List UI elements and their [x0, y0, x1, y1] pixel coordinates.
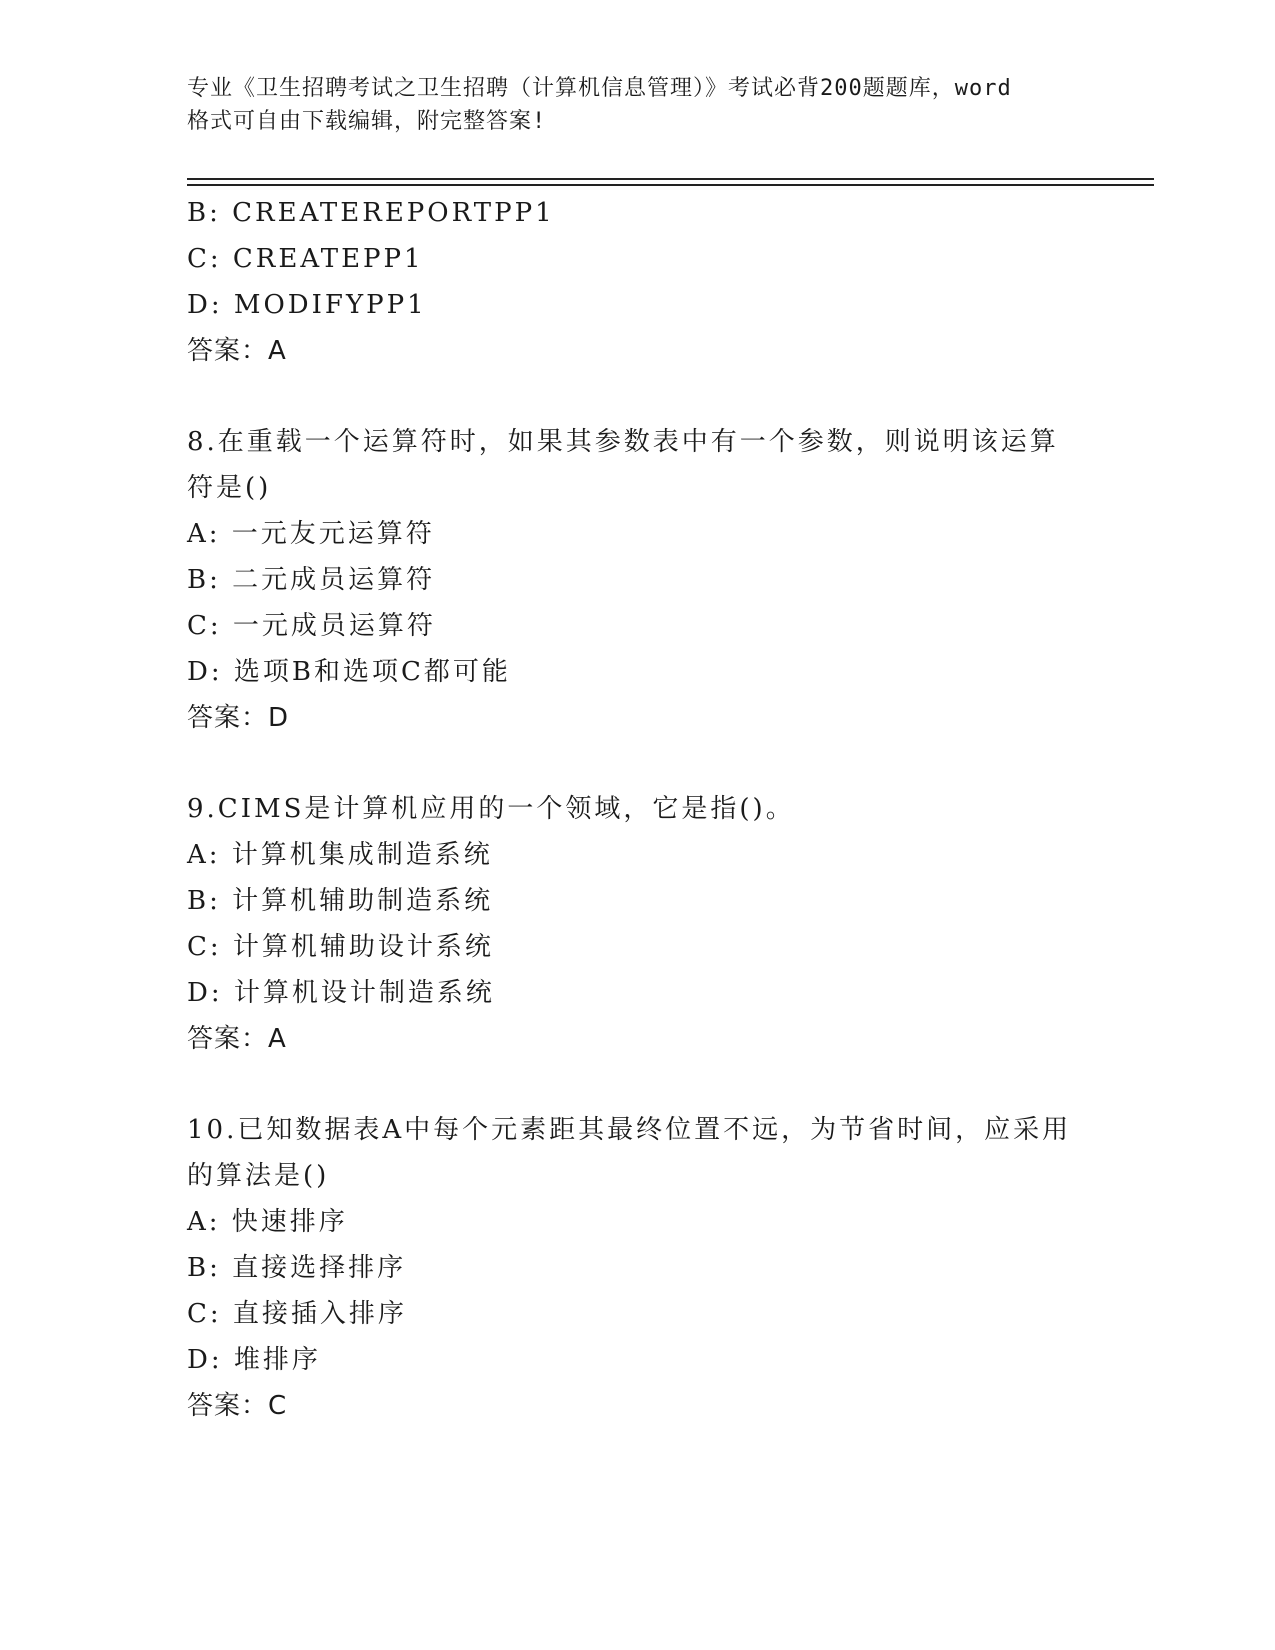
header-line-2: 格式可自由下载编辑，附完整答案!: [187, 109, 547, 134]
header-rule-bottom: [187, 184, 1154, 186]
question-stem-continued: 的算法是(): [187, 1161, 330, 1191]
spacer: [187, 1062, 1087, 1107]
answer-line: 答案：A: [187, 336, 287, 366]
spacer: [187, 741, 1087, 786]
question-stem: 8.在重载一个运算符时，如果其参数表中有一个参数，则说明该运算: [187, 427, 1059, 457]
option-a: A: 计算机集成制造系统: [187, 840, 493, 870]
option-b: B: 计算机辅助制造系统: [187, 886, 494, 916]
question-7-continued: [187, 190, 1087, 374]
option-d: D: 选项B和选项C都可能: [187, 657, 511, 687]
option-c: C: 一元成员运算符: [187, 611, 436, 641]
option-c: C: 计算机辅助设计系统: [187, 932, 494, 962]
option-a: A: 快速排序: [187, 1207, 348, 1237]
option-b: B: 直接选择排序: [187, 1253, 407, 1283]
header-line-1: 专业《卫生招聘考试之卫生招聘（计算机信息管理）》考试必背200题题库，word: [187, 76, 1012, 101]
option-d: D: MODIFYPP1: [187, 290, 427, 320]
option-d: D: 堆排序: [187, 1345, 321, 1375]
answer-line: 答案：A: [187, 1024, 287, 1054]
option-a: A: 一元友元运算符: [187, 519, 435, 549]
spacer: [187, 374, 1087, 419]
option-d: D: 计算机设计制造系统: [187, 978, 495, 1008]
option-b: B: CREATEREPORTPP1: [187, 198, 555, 228]
page-header: [187, 72, 1087, 138]
question-9: [187, 786, 1087, 1062]
document-body: [187, 190, 1087, 1429]
question-10: [187, 1107, 1087, 1429]
header-rule-top: [187, 178, 1154, 180]
option-c: C: CREATEPP1: [187, 244, 424, 274]
question-stem-continued: 符是(): [187, 473, 272, 503]
option-c: C: 直接插入排序: [187, 1299, 407, 1329]
answer-line: 答案：D: [187, 703, 290, 733]
question-stem: 9.CIMS是计算机应用的一个领域，它是指()。: [187, 794, 795, 824]
question-8: [187, 419, 1087, 741]
answer-line: 答案：C: [187, 1391, 288, 1421]
option-b: B: 二元成员运算符: [187, 565, 436, 595]
question-stem: 10.已知数据表A中每个元素距其最终位置不远，为节省时间，应采用: [187, 1115, 1072, 1145]
